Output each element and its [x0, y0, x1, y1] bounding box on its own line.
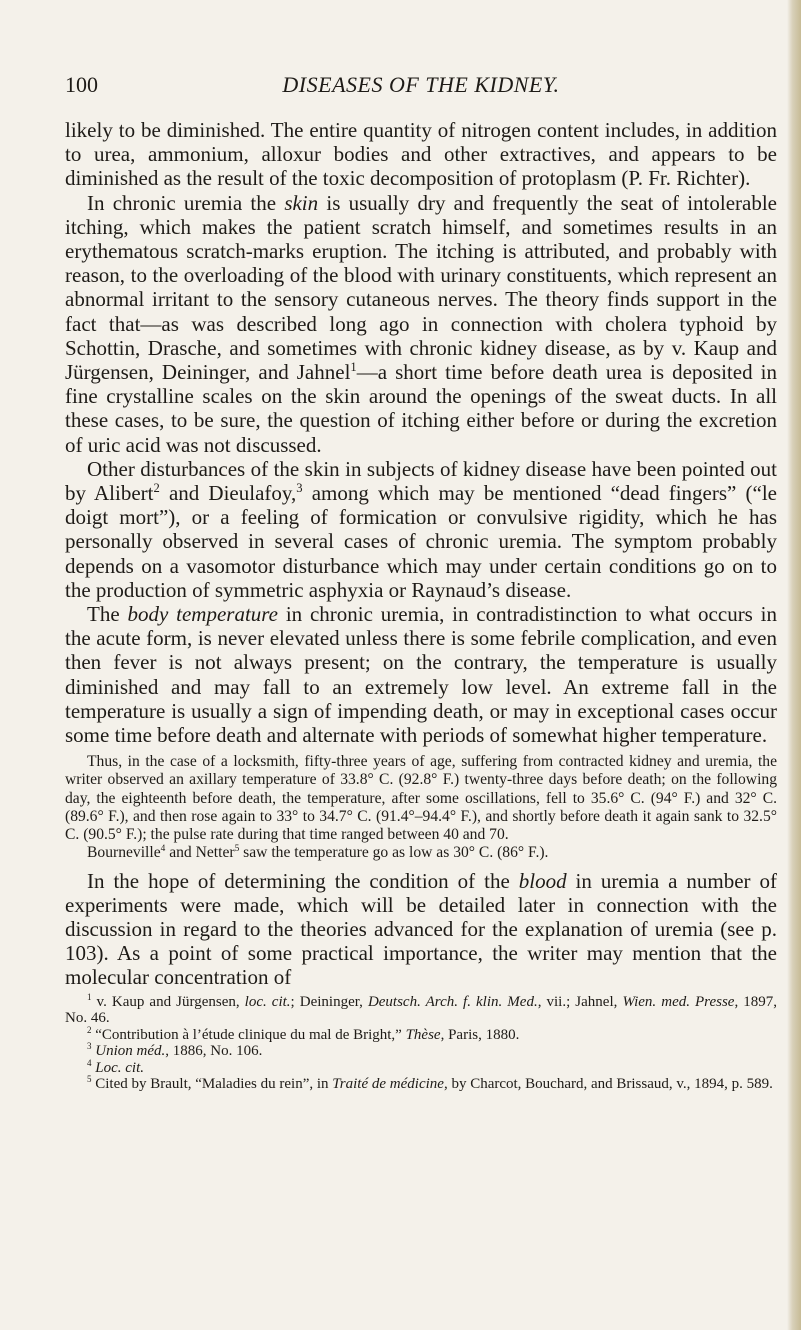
footnote	[65, 1057, 777, 1077]
paragraph-text: in uremia a number of experiments were made, which will be detailed later in connection with the discussion in regard to the theories advanced for the explanation of uremia (see p. 103). As a point of some practical importance, the writer may mention that the molecular concentration of	[65, 868, 777, 990]
footnote-ref: 1	[350, 360, 357, 375]
case-text: and Netter	[165, 844, 235, 862]
footnote-text: Cited by Brault, “Maladies du rein”, in	[91, 1076, 333, 1093]
footnote-text: , Paris, 1880.	[440, 1026, 520, 1043]
case-report	[65, 753, 777, 862]
case-paragraph	[65, 753, 777, 844]
running-head: DISEASES OF THE KIDNEY.	[282, 72, 560, 97]
main-text-continued	[65, 869, 777, 990]
case-text: saw the temperature go as low as 30° C. (86° F.).	[239, 844, 549, 862]
paragraph-text: Other disturbances of the skin in subjects of kidney disease have been pointed out by Alibert	[65, 456, 777, 506]
footnote-mark: 4	[87, 1057, 92, 1068]
footnote-mark: 5	[87, 1074, 92, 1085]
footnote	[65, 991, 778, 1027]
paragraph	[65, 118, 777, 191]
footnote-mark: 3	[87, 1041, 92, 1052]
footnote-text: ; Deininger,	[290, 993, 368, 1010]
emphasis: loc. cit.	[244, 993, 291, 1010]
emphasis: body temperature	[127, 602, 278, 627]
paragraph	[65, 869, 777, 990]
footnote-ref: 4	[160, 844, 166, 855]
emphasis: Thèse	[405, 1026, 441, 1043]
paragraph-text: in chronic uremia, in contradistinction to what occurs in the acute form, is never elevated unless there is some febrile complication, and even then fever is not always present; on the contrary, the temperature is usually diminished and may fall to an extremely low level. An extreme fall in the temperature is usually a sign of impending death, or may in exceptional cases occur some time before death and alternate with periods of somewhat higher temperature.	[65, 602, 778, 748]
paragraph-text: In chronic uremia the	[87, 190, 285, 215]
main-text	[65, 118, 777, 747]
footnote-ref: 3	[296, 481, 303, 496]
book-page	[65, 0, 777, 1093]
paragraph	[65, 191, 777, 457]
case-paragraph	[65, 844, 777, 862]
paragraph	[65, 602, 777, 747]
emphasis: Traité de médicine	[332, 1076, 444, 1093]
emphasis: blood	[518, 868, 567, 893]
paragraph-text: The	[87, 602, 128, 627]
emphasis: Wien. med. Presse	[622, 993, 735, 1010]
paragraph-text: is usually dry and frequently the seat of intolerable itching, which makes the patient scratch himself, and sometimes results in an erythematous scratch-marks eruption. The itching is attributed, and probably with reason, to the overloading of the blood with urinary constituents, which represent an abnormal irritant to the sensory cutaneous nerves. The theory finds support in the fact that—as was described long ago in connection with cholera typhoid by Schottin, Drasche, and sometimes with chronic kidney disease, as by v. Kaup and Jürgensen, Deininger, and Jahnel	[65, 190, 778, 385]
footnote-text: , 1886, No. 106.	[165, 1043, 263, 1060]
paragraph-text: and Dieulafoy,	[159, 481, 297, 506]
footnote-text: v. Kaup and Jürgensen,	[91, 993, 245, 1010]
paragraph-text: among which may be mentioned “dead fingers” (“le doigt mort”), or a feeling of formication or convulsive rigidity, which he has personally observed in several cases of chronic uremia. The symptom probably depends on a vasomotor disturbance which may under certain conditions go on to the production of symmetric asphyxia or Raynaud’s disease.	[65, 481, 777, 602]
footnote	[65, 1076, 777, 1093]
page-header	[65, 72, 777, 100]
paragraph-text: likely to be diminished. The entire quantity of nitrogen content includes, in addition to urea, ammonium, alloxur bodies and other extractives, and appears to be diminished as the result of the toxic decomposition of protoplasm (P. Fr. Richter).	[65, 118, 777, 191]
case-text: Bourneville	[87, 844, 161, 862]
footnote-text: , by Charcot, Bouchard, and Brissaud, v., 1894, p. 589.	[443, 1076, 773, 1093]
emphasis: skin	[284, 190, 319, 215]
footnote-text: , vii.; Jahnel,	[537, 993, 623, 1010]
footnote-text: “Contribution à l’étude clinique du mal de Bright,”	[91, 1026, 406, 1043]
page-edge-shadow	[787, 0, 801, 1330]
case-text: Thus, in the case of a locksmith, fifty-three years of age, suffering from contracted kidney and uremia, the writer observed an axillary temperature of 33.8° C. (92.8° F.) twenty-three days before death; on the following day, the eighteenth before death, the temperature, after some oscillations, fell to 35.6° C. (94° F.) and 32° C. (89.6° F.), and then rose again to 33° to 34.7° C. (91.4°–94.4° F.), and shortly before death it again sank to 32.5° C. (90.5° F.); the pulse rate during that time ranged between 40 and 70.	[65, 753, 777, 844]
footnote-ref: 2	[153, 481, 160, 496]
emphasis: Union méd.	[91, 1043, 166, 1060]
footnote	[65, 1043, 777, 1060]
paragraph	[65, 457, 777, 602]
page-number: 100	[65, 72, 98, 97]
emphasis: Loc. cit.	[91, 1059, 144, 1076]
paragraph-text: In the hope of determining the condition of the	[87, 868, 519, 893]
footnote-mark: 2	[87, 1024, 92, 1035]
footnote-ref: 5	[234, 844, 240, 855]
footnote-text: , 1897, No. 46.	[65, 993, 778, 1027]
footnote-mark: 1	[87, 991, 92, 1002]
footnotes	[65, 991, 778, 1094]
footnote	[65, 1024, 777, 1044]
emphasis: Deutsch. Arch. f. klin. Med.	[367, 993, 538, 1010]
paragraph-text: —a short time before death urea is deposited in fine crystalline scales on the skin around the openings of the sweat ducts. In all these cases, to be sure, the question of itching either before or during the excretion of uric acid was not discussed.	[65, 360, 777, 457]
